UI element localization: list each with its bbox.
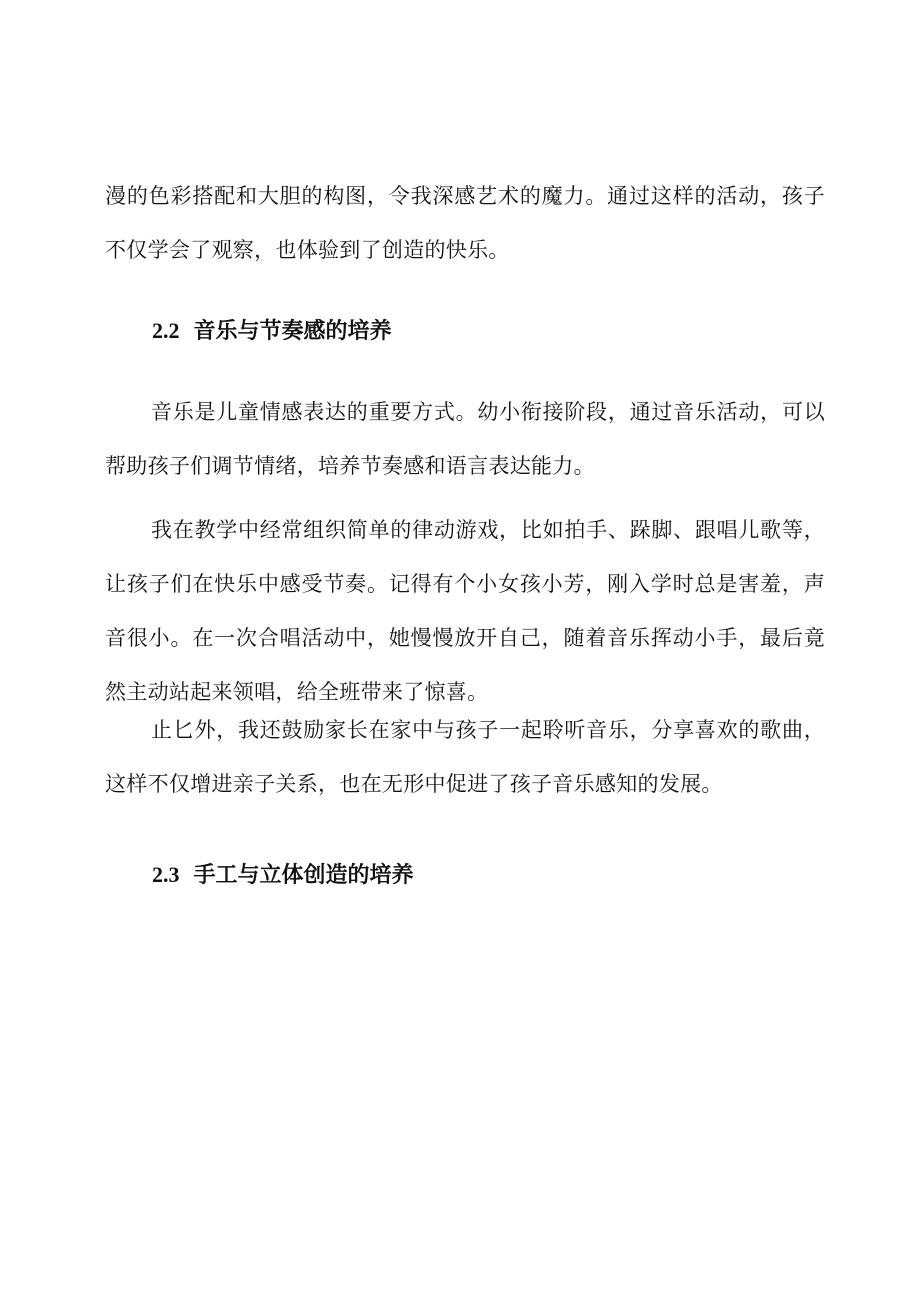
paragraph-music-intro: 音乐是儿童情感表达的重要方式。幼小衔接阶段，通过音乐活动，可以帮助孩子们调节情绪，培养节奏感和语言表达能力。 [105,400,825,478]
paragraph-music-parents: 止匕外，我还鼓励家长在家中与孩子一起聆听音乐，分享喜欢的歌曲，这样不仅增进亲子关系，也在无形中促进了孩子音乐感知的发展。 [105,718,825,796]
section-heading-2-2 [152,316,392,347]
section-title: 音乐与节奏感的培养 [193,319,392,344]
section-title: 手工与立体创造的培养 [193,863,414,888]
section-heading-2-3 [152,860,414,891]
section-number: 2.2 [152,318,180,343]
paragraph-music-rhythm-games: 我在教学中经常组织简单的律动游戏，比如拍手、跺脚、跟唱儿歌等，让孩子们在快乐中感受节奏。记得有个小女孩小芳，刚入学时总是害羞，声音很小。在一次合唱活动中，她慢慢放开自己，随着音乐挥动小手，最后竟然主动站起来领唱，给全班带来了惊喜。 [105,518,825,704]
section-number: 2.3 [152,862,180,887]
paragraph-art-conclusion: 漫的色彩搭配和大胆的构图，令我深感艺术的魔力。通过这样的活动，孩子不仅学会了观察，也体验到了创造的快乐。 [105,184,825,262]
